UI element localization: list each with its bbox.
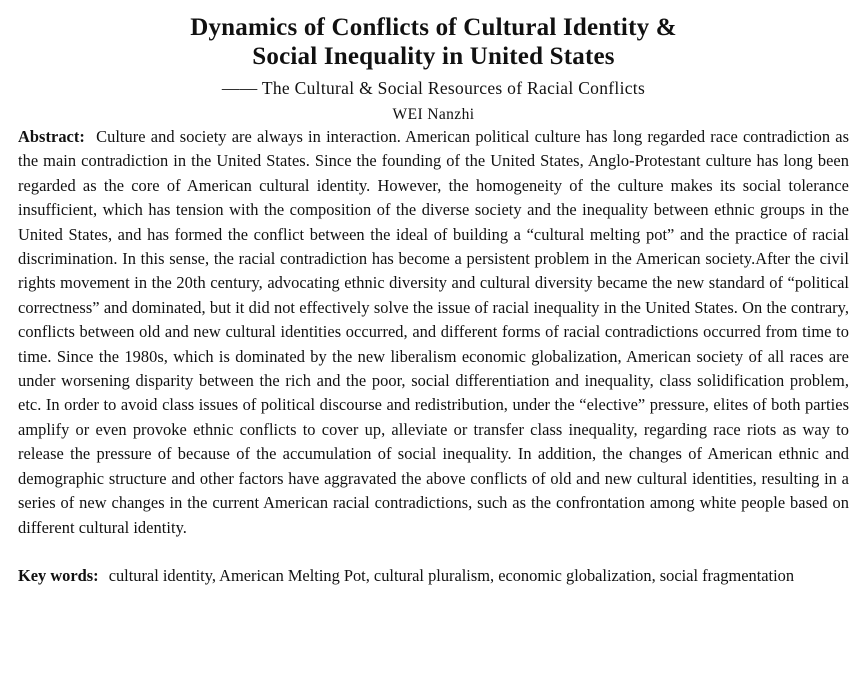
paper-title	[18, 13, 849, 71]
abstract-paragraph	[18, 125, 849, 540]
paper-author: WEI Nanzhi	[392, 106, 475, 123]
abstract-text: Culture and society are always in interaction. American political culture has long regarded race contradiction as the main contradiction in the United States. Since the founding of the United States, Anglo-Protestant culture has long been regarded as the core of American cultural identity. However, the homogeneity of the culture makes its social tolerance insufficient, which has tension with the composition of the diverse society and the inequality between ethnic groups in the United States, and has formed the conflict between the ideal of building a “cultural melting pot” and the practice of racial discrimination. In this sense, the racial contradiction has become a persistent problem in the American society.After the civil rights movement in the 20th century, advocating ethnic diversity and cultural diversity became the new standard of “political correctness” and dominated, but it did not effectively solve the issue of racial inequality in the United States. On the contrary, conflicts between old and new cultural identities occurred, and different forms of racial contradictions occurred from time to time. Since the 1980s, which is dominated by the new liberalism economic globalization, American society of all races are under worsening disparity between the rich and the poor, social differentiation and inequality, class solidification problem, etc. In order to avoid class issues of political discourse and redistribution, under the “elective” pressure, elites of both parties amplify or even provoke ethnic conflicts to cover up, alleviate or transfer class inequality, regarding race riots as way to release the pressure of because of the accumulation of social inequality. In addition, the changes of American ethnic and demographic structure and other factors have aggravated the above conflicts of old and new cultural identities, resulting in a series of new changes in the current American racial contradictions, such as the confrontation among white people based on different cultural identity.	[18, 127, 849, 537]
paper-subtitle: —— The Cultural & Social Resources of Racial Conflicts	[221, 78, 646, 98]
paper-title-line2: Social Inequality in United States	[252, 43, 615, 70]
keywords-paragraph	[18, 564, 849, 588]
abstract-label: Abstract:	[18, 127, 85, 146]
paper-title-line1: Dynamics of Conflicts of Cultural Identity &	[190, 14, 677, 41]
keywords-label: Key words:	[18, 565, 99, 585]
keywords-text: cultural identity, American Melting Pot, cultural pluralism, economic globalization, social fragmentation	[108, 565, 795, 585]
